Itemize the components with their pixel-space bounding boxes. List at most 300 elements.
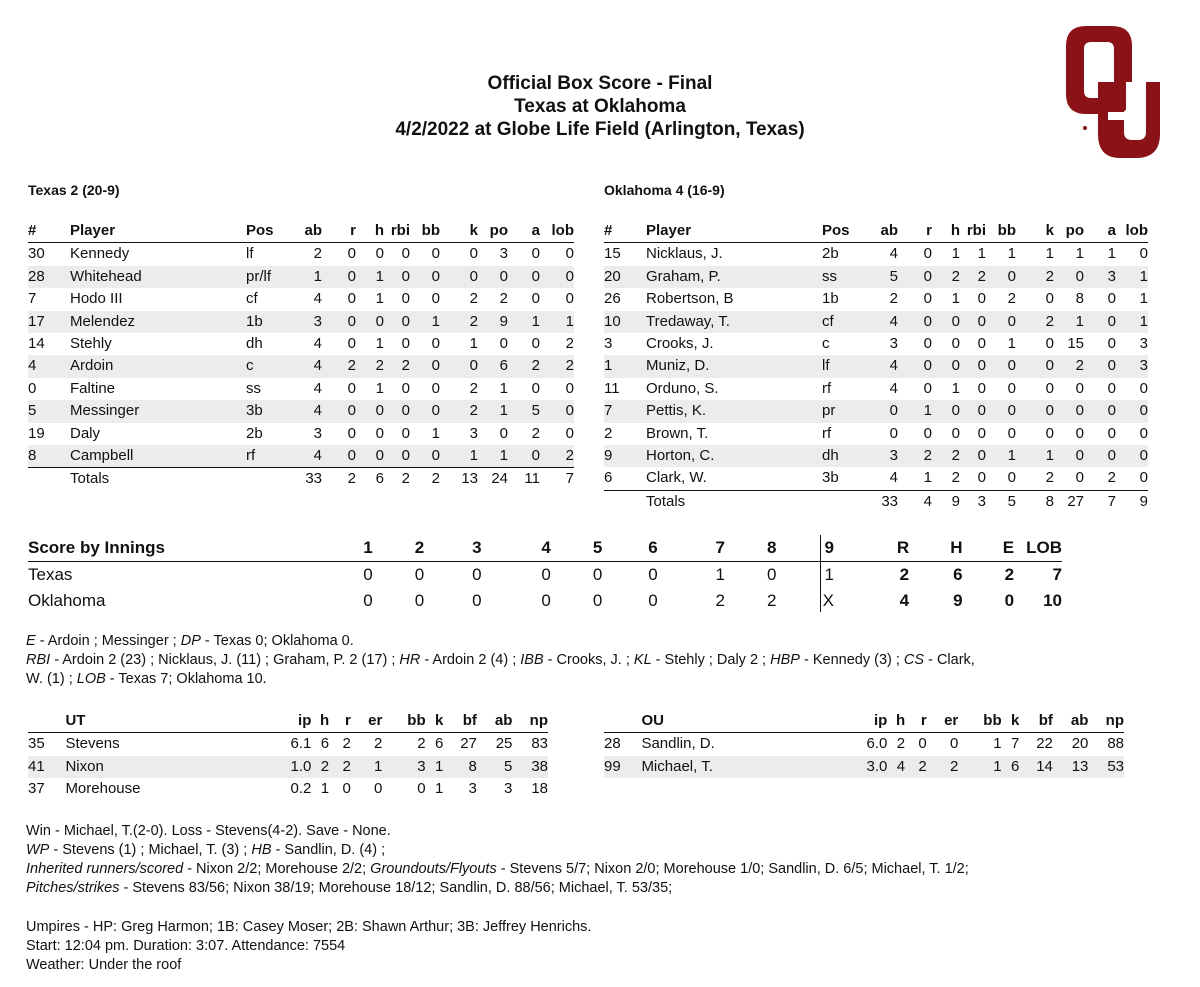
away-header-row <box>28 220 574 243</box>
pitcher-cell: 2 <box>329 756 351 778</box>
batter-cell: 9 <box>604 445 646 467</box>
pitching-blank <box>604 710 641 733</box>
pitching-column: r <box>329 710 351 733</box>
pitcher-cell: 6 <box>320 735 330 753</box>
batter-cell: 4 <box>313 379 322 397</box>
pitcher-cell: 0 <box>417 780 426 798</box>
summary-header: R <box>834 535 909 562</box>
batter-cell: 0 <box>531 379 540 397</box>
batter-cell: 0 <box>898 355 932 377</box>
column-header: rbi <box>384 220 410 243</box>
inning-header: 8 <box>725 535 776 562</box>
batter-cell: 7 <box>28 290 37 308</box>
batter-cell: pr <box>822 400 864 422</box>
batter-row <box>28 333 574 355</box>
batter-cell: 4 <box>864 355 898 377</box>
batter-cell: 1 <box>375 335 384 353</box>
batter-cell: 0 <box>347 245 356 263</box>
pitcher-row <box>28 733 548 756</box>
batter-cell: 4 <box>313 290 322 308</box>
linescore-header-row <box>28 535 1062 562</box>
batter-row <box>604 311 1148 333</box>
batter-cell: 1 <box>1139 290 1148 308</box>
pitcher-cell: 1 <box>351 756 383 778</box>
batter-cell: 0 <box>478 266 508 288</box>
batter-cell: 0 <box>431 379 440 397</box>
summary-value: 4 <box>899 591 910 610</box>
inning-runs: 1 <box>824 565 834 584</box>
stats-line <box>26 651 1186 670</box>
pitching-column: bb <box>958 710 1001 733</box>
totals-row <box>604 490 1148 513</box>
batter-cell: 0 <box>28 379 37 397</box>
batter-cell: 4 <box>889 469 898 487</box>
batter-cell: 0 <box>540 266 574 288</box>
batter-cell: 2 <box>1045 469 1054 487</box>
inning-runs: 0 <box>363 565 373 584</box>
pitcher-row <box>28 756 548 778</box>
batter-row <box>28 266 574 288</box>
batter-cell: 2 <box>898 445 932 467</box>
pitcher-cell: 2 <box>896 735 906 753</box>
totals-cell: 4 <box>898 490 932 513</box>
batter-cell: 0 <box>986 311 1016 333</box>
column-header: # <box>28 220 70 243</box>
away-pitching-header <box>28 710 548 733</box>
inning-header: 2 <box>373 535 424 562</box>
batter-cell: 2 <box>1007 290 1016 308</box>
inherited-line <box>26 860 1191 879</box>
batter-cell: 0 <box>932 311 960 333</box>
batter-cell: 26 <box>604 290 621 308</box>
report-title <box>0 72 1200 141</box>
batter-cell: 3 <box>604 335 613 353</box>
pitcher-cell: 1 <box>320 780 330 798</box>
pitcher-cell: 5 <box>477 756 513 778</box>
pitching-column: bf <box>1019 710 1053 733</box>
pitcher-cell: 41 <box>28 756 65 778</box>
batter-cell: 0 <box>508 445 540 468</box>
batter-cell: 2 <box>1107 469 1116 487</box>
hbp-label: HBP <box>770 652 800 668</box>
batter-cell: cf <box>246 290 258 308</box>
column-header: Player <box>646 220 822 243</box>
title-line-3: 4/2/2022 at Globe Life Field (Arlington, Texas) <box>395 119 805 140</box>
batter-cell: 0 <box>356 400 384 422</box>
column-header: lob <box>1116 220 1148 243</box>
batter-cell: 2 <box>384 355 410 377</box>
kl-label: KL <box>633 652 652 668</box>
batter-cell: 0 <box>1084 400 1116 422</box>
weather-line: Weather: Under the roof <box>26 957 182 973</box>
batter-cell: 0 <box>977 424 986 442</box>
batter-cell: 30 <box>28 245 45 263</box>
batter-cell: Faltine <box>70 379 116 397</box>
pitcher-row <box>604 756 1124 778</box>
batter-cell: 0 <box>401 424 410 442</box>
batter-cell: 17 <box>28 311 70 333</box>
linescore-row <box>28 588 1062 614</box>
batter-cell: 1 <box>478 400 508 422</box>
batter-cell: 0 <box>410 400 440 422</box>
pitching-column: r <box>905 710 927 733</box>
inning-header: 3 <box>424 535 481 562</box>
batter-cell: 0 <box>1084 355 1116 377</box>
batter-cell: cf <box>822 311 864 333</box>
batter-cell: Daly <box>70 424 101 442</box>
pitching-column: h <box>887 710 905 733</box>
batter-cell: Horton, C. <box>646 445 822 467</box>
pitcher-cell: 18 <box>531 780 548 798</box>
column-header: h <box>356 220 384 243</box>
pitcher-cell: 3 <box>468 780 477 798</box>
inning-header: 6 <box>602 535 657 562</box>
home-batting-table <box>604 220 1148 513</box>
batter-cell: 1 <box>1016 445 1054 467</box>
batter-row <box>28 378 574 400</box>
summary-header: E <box>963 535 1014 562</box>
pitcher-cell: 1 <box>993 735 1002 753</box>
batter-cell: 1 <box>410 311 440 333</box>
batter-cell: 0 <box>1139 424 1148 442</box>
batter-cell: 4 <box>288 355 322 377</box>
pitching-column: h <box>311 710 329 733</box>
batter-cell: 1 <box>1007 245 1016 263</box>
batter-cell: 0 <box>1054 266 1084 288</box>
batter-cell: 1 <box>1075 245 1084 263</box>
dp-text: - Texas 0; Oklahoma 0. <box>200 633 354 649</box>
pitcher-cell: 88 <box>1107 735 1124 753</box>
batter-cell: rf <box>822 379 832 397</box>
batter-cell: 3 <box>1084 266 1116 288</box>
batter-row <box>28 355 574 377</box>
ps-label: Pitches/strikes <box>26 880 120 896</box>
batter-cell: 0 <box>923 379 932 397</box>
umpires-line: Umpires - HP: Greg Harmon; 1B: Casey Moser; 2B: Shawn Arthur; 3B: Jeffrey Henrichs. <box>26 919 592 935</box>
batter-cell: 5 <box>864 266 898 288</box>
batter-cell: 0 <box>401 335 410 353</box>
column-header: h <box>932 220 960 243</box>
rbi-text: - Ardoin 2 (23) ; Nicklaus, J. (11) ; Graham, P. 2 (17) ; <box>50 652 400 668</box>
pitcher-cell: 0 <box>918 735 927 753</box>
linescore-heading: Score by Innings <box>28 535 315 562</box>
batter-row <box>28 423 574 445</box>
batter-cell: 2 <box>322 355 356 377</box>
batter-cell: 2 <box>889 290 898 308</box>
batter-cell: 0 <box>401 379 410 397</box>
wp-label: WP <box>26 842 50 858</box>
batter-cell: 0 <box>1054 445 1084 467</box>
batter-cell: 0 <box>1016 400 1054 422</box>
batter-cell: 1 <box>499 379 508 397</box>
batter-cell: 0 <box>1107 335 1116 353</box>
batter-cell: 0 <box>531 245 540 263</box>
totals-cell: 7 <box>540 468 574 491</box>
batter-cell: 0 <box>923 245 932 263</box>
ir-label: Inherited runners/scored <box>26 861 184 877</box>
hb-text: - Sandlin, D. (4) ; <box>271 842 386 858</box>
inning-runs: 2 <box>767 591 777 610</box>
pitcher-cell: 37 <box>28 780 45 798</box>
batter-cell: 0 <box>375 245 384 263</box>
batter-cell: 0 <box>375 424 384 442</box>
linescore-team: Texas <box>28 565 73 584</box>
batter-cell: 0 <box>565 290 574 308</box>
batter-cell: 3 <box>288 311 322 333</box>
batter-cell: 2 <box>469 379 478 397</box>
dp-label: DP <box>180 633 201 649</box>
batter-cell: 0 <box>1007 469 1016 487</box>
batter-cell: 0 <box>1045 379 1054 397</box>
pitching-column: bb <box>382 710 425 733</box>
inning-header: 7 <box>658 535 725 562</box>
totals-cell: Totals <box>646 490 822 513</box>
batter-cell: Muniz, D. <box>646 355 822 377</box>
pitching-blank <box>28 710 65 733</box>
batter-cell: 2 <box>313 245 322 263</box>
wp-text: - Stevens (1) ; Michael, T. (3) ; <box>49 842 252 858</box>
batter-cell: 0 <box>440 355 478 377</box>
ps-text: - Stevens 83/56; Nixon 38/19; Morehouse 18/12; Sandlin, D. 88/56; Michael, T. 53/35; <box>119 880 673 896</box>
batter-cell: 0 <box>977 335 986 353</box>
batter-cell: 0 <box>977 290 986 308</box>
cs-text: - Clark, <box>924 652 975 668</box>
column-header: r <box>322 220 356 243</box>
inning-runs: X <box>822 591 834 610</box>
column-header: po <box>1054 220 1084 243</box>
batter-cell: Melendez <box>70 311 246 333</box>
home-pitching-table <box>604 710 1124 778</box>
batter-cell: 2 <box>440 311 478 333</box>
pitcher-cell: 28 <box>604 735 621 753</box>
pitcher-cell: 35 <box>28 735 45 753</box>
batter-cell: 0 <box>499 424 508 442</box>
batter-cell: 3b <box>246 400 288 422</box>
summary-value: 9 <box>953 591 963 610</box>
batter-cell: Hodo III <box>70 290 123 308</box>
title-line-1: Official Box Score - Final <box>487 73 713 94</box>
batter-cell: 0 <box>440 266 478 288</box>
batter-cell: 10 <box>604 311 646 333</box>
batter-cell: Crooks, J. <box>646 335 714 353</box>
batter-cell: 2 <box>951 469 960 487</box>
summary-header: LOB <box>1014 535 1062 562</box>
totals-cell: 13 <box>440 468 478 491</box>
batter-cell: ss <box>822 266 864 288</box>
totals-cell: 5 <box>986 490 1016 513</box>
batter-cell: c <box>246 355 288 377</box>
home-header-row <box>604 220 1148 243</box>
batter-cell: 0 <box>889 424 898 442</box>
batter-cell: 0 <box>531 290 540 308</box>
ibb-text: - Crooks, J. ; <box>543 652 634 668</box>
batter-cell: 1 <box>1116 311 1148 333</box>
batter-cell: 2 <box>960 266 986 288</box>
cs-label: CS <box>903 652 925 668</box>
batter-cell: 1 <box>288 266 322 288</box>
linescore-team: Oklahoma <box>28 591 106 610</box>
home-pitching-header <box>604 710 1124 733</box>
column-header: ab <box>864 220 898 243</box>
pitcher-cell: 83 <box>531 735 548 753</box>
pitcher-cell: 1 <box>435 780 444 798</box>
hr-label: HR <box>399 652 421 668</box>
pitcher-cell: 6 <box>435 735 444 753</box>
totals-cell: 2 <box>384 468 410 491</box>
pitching-column: ip <box>252 710 311 733</box>
batter-cell: 2 <box>356 355 384 377</box>
batter-cell: 0 <box>986 266 1016 288</box>
batter-cell: 1 <box>1054 311 1084 333</box>
batter-row <box>604 355 1148 377</box>
inning-runs: 0 <box>648 565 658 584</box>
batter-cell: 0 <box>1045 335 1054 353</box>
pitching-column: bf <box>443 710 477 733</box>
batter-cell: 0 <box>499 335 508 353</box>
inning-runs: 0 <box>414 565 425 584</box>
pitching-column: er <box>927 710 959 733</box>
batter-cell: 1b <box>822 290 839 308</box>
batter-cell: 1 <box>540 311 574 333</box>
batter-cell: 0 <box>1045 290 1054 308</box>
batter-cell: 0 <box>356 445 384 468</box>
batter-cell: 0 <box>356 311 384 333</box>
batter-cell: 1 <box>923 469 932 487</box>
pitcher-cell: 3 <box>504 780 513 798</box>
pitcher-cell: 14 <box>1019 756 1053 778</box>
title-line-2: Texas at Oklahoma <box>514 96 686 117</box>
batter-cell: 0 <box>1139 469 1148 487</box>
batter-cell: 2b <box>822 245 839 263</box>
batter-cell: 1 <box>951 290 960 308</box>
batter-cell: 0 <box>951 424 960 442</box>
e-label: E <box>26 633 36 649</box>
batter-cell: 0 <box>977 379 986 397</box>
batter-cell: 0 <box>932 355 960 377</box>
totals-cell: 2 <box>322 468 356 491</box>
pitcher-cell: 7 <box>1011 735 1020 753</box>
batter-cell: 0 <box>951 335 960 353</box>
column-header: r <box>898 220 932 243</box>
gf-label: Groundouts/Flyouts <box>370 861 497 877</box>
batter-cell: 0 <box>431 290 440 308</box>
column-header: ab <box>288 220 322 243</box>
batter-cell: 1 <box>1116 266 1148 288</box>
summary-value: 2 <box>1004 565 1015 584</box>
batter-row <box>604 423 1148 445</box>
batter-cell: 0 <box>1107 379 1116 397</box>
game-notes <box>26 632 1186 689</box>
pitcher-row <box>604 733 1124 756</box>
column-header: Pos <box>822 220 864 243</box>
batter-cell: 0 <box>960 355 986 377</box>
batter-cell: 0 <box>1016 355 1054 377</box>
away-team-heading: Texas 2 (20-9) <box>28 182 120 198</box>
batter-cell: 0 <box>322 445 356 468</box>
totals-cell: 24 <box>478 468 508 491</box>
column-header: k <box>440 220 478 243</box>
batter-cell: 0 <box>322 266 356 288</box>
pitcher-cell: 6.0 <box>866 735 888 753</box>
batter-cell: 0 <box>960 400 986 422</box>
column-header: # <box>604 220 646 243</box>
pitcher-cell: 2 <box>373 735 383 753</box>
batter-cell: Kennedy <box>70 245 130 263</box>
inning-header: 1 <box>315 535 372 562</box>
ibb-label: IBB <box>520 652 544 668</box>
batter-cell: 2 <box>565 335 574 353</box>
batter-cell: 1 <box>1045 245 1054 263</box>
summary-header: H <box>909 535 962 562</box>
batter-cell: 2 <box>1016 311 1054 333</box>
batter-cell: 0 <box>1139 245 1148 263</box>
batter-row <box>604 243 1148 266</box>
batter-cell: 6 <box>604 469 613 487</box>
pitcher-cell: 2 <box>905 756 927 778</box>
batter-cell: 3 <box>889 335 898 353</box>
batter-cell: 0 <box>986 355 1016 377</box>
batter-cell: 2b <box>246 424 263 442</box>
batter-cell: 8 <box>28 445 70 468</box>
linescore-row <box>28 562 1062 589</box>
batter-row <box>604 288 1148 310</box>
batter-cell: 1 <box>508 311 540 333</box>
pitcher-cell: 1.0 <box>252 756 311 778</box>
batter-cell: 1 <box>478 445 508 468</box>
home-team-heading: Oklahoma 4 (16-9) <box>604 182 725 198</box>
batter-cell: Brown, T. <box>646 424 709 442</box>
pitcher-cell: 20 <box>1071 735 1089 753</box>
batter-cell: Pettis, K. <box>646 400 822 422</box>
batter-cell: lf <box>822 355 864 377</box>
batter-cell: 7 <box>604 400 646 422</box>
batter-cell: 0 <box>565 379 574 397</box>
lob-line <box>26 670 1186 689</box>
batter-row <box>604 467 1148 490</box>
pitching-column: np <box>512 710 548 733</box>
inning-runs: 1 <box>715 565 726 584</box>
batter-cell: 2 <box>1054 355 1084 377</box>
pitching-column: ip <box>828 710 887 733</box>
batter-cell: Whitehead <box>70 266 246 288</box>
e-text: - Ardoin ; Messinger ; <box>35 633 181 649</box>
batter-cell: Ardoin <box>70 355 246 377</box>
pitcher-cell: 0 <box>373 780 383 798</box>
pitcher-cell: 13 <box>1053 756 1089 778</box>
batter-cell: 0 <box>1075 379 1084 397</box>
column-header: Pos <box>246 220 288 243</box>
pitching-column: ab <box>1053 710 1089 733</box>
batter-row <box>28 311 574 333</box>
pitcher-row <box>28 778 548 800</box>
batter-cell: 0 <box>923 290 932 308</box>
pitching-column: np <box>1088 710 1124 733</box>
inning-runs: 0 <box>767 565 777 584</box>
batter-cell: 0 <box>410 266 440 288</box>
totals-cell: 9 <box>1116 490 1148 513</box>
batter-cell: 1 <box>1007 335 1016 353</box>
batter-cell: dh <box>246 335 263 353</box>
linescore-divider <box>820 535 821 612</box>
batter-cell: Tredaway, T. <box>646 311 822 333</box>
batter-cell: 1 <box>1107 245 1116 263</box>
batter-cell: 0 <box>1075 424 1084 442</box>
batter-cell: 2 <box>469 290 478 308</box>
batter-cell: 1 <box>375 379 384 397</box>
inning-runs: 0 <box>592 591 603 610</box>
batter-cell: Graham, P. <box>646 266 822 288</box>
pitcher-cell: 38 <box>512 756 548 778</box>
